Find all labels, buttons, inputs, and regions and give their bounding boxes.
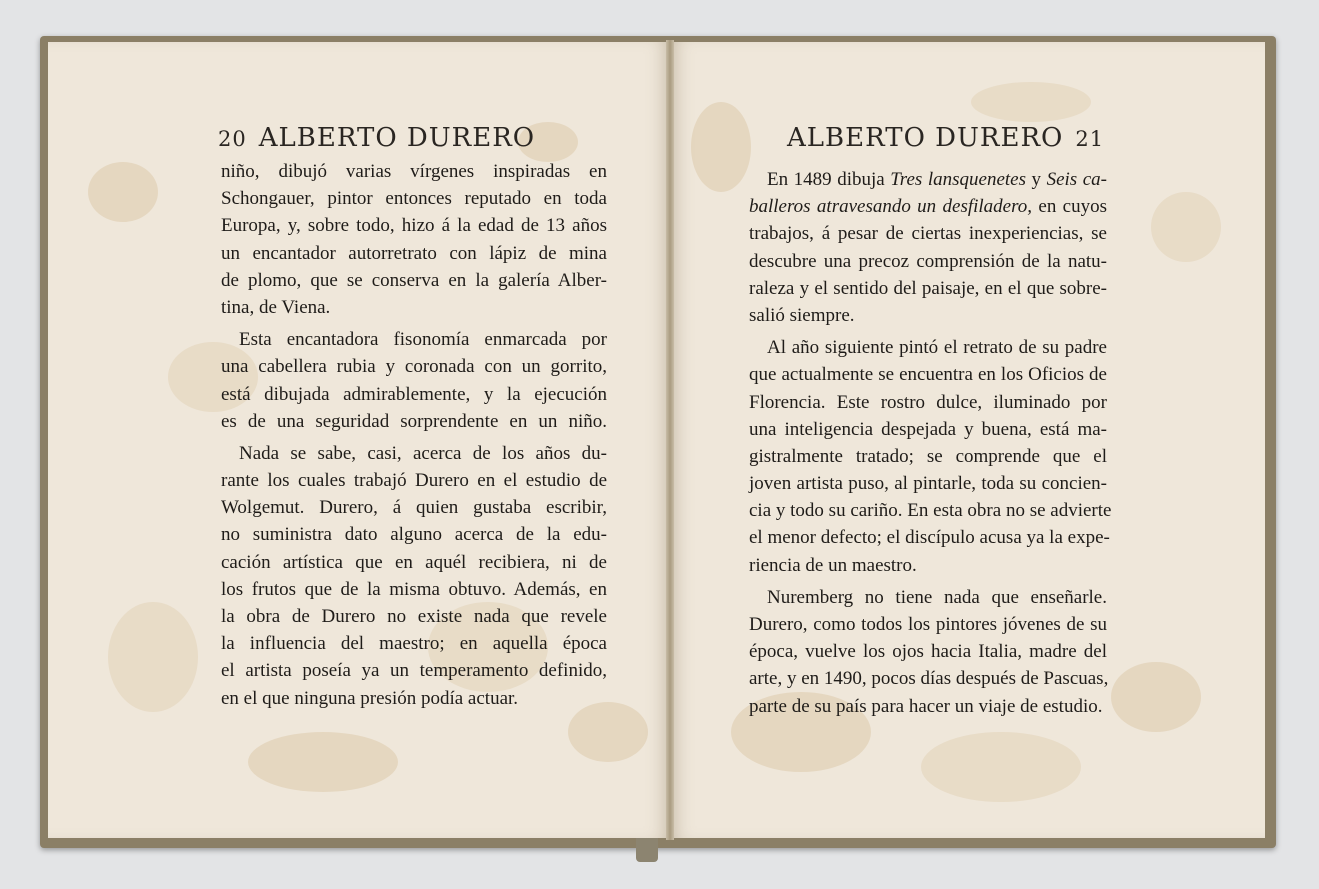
text-run: En 1489 dibuja — [767, 169, 891, 190]
italic-title: balleros atravesando un desfiladero, — [749, 196, 1033, 218]
text-line — [749, 166, 1107, 193]
text-line: una cabellera rubia y coronada con un gorrito, — [221, 356, 607, 378]
right-head-title: ALBERTO DURERO — [787, 123, 1064, 153]
bookmark-ribbon — [636, 838, 658, 862]
text-line: la influencia del maestro; en aquella época — [221, 633, 607, 655]
right-running-head — [787, 123, 1104, 153]
text-line: Nada se sabe, casi, acerca de los años du- — [239, 442, 607, 464]
text-line: una inteligencia despejada y buena, está ma- — [749, 418, 1107, 440]
left-page-text — [221, 158, 607, 712]
text-line: que actualmente se encuentra en los Oficios de — [749, 364, 1107, 386]
text-line: cación artística que en aquél recibiera, ni de — [221, 551, 607, 573]
text-line: Nuremberg no tiene nada que enseñarle. — [767, 586, 1107, 608]
text-line: Europa, y, sobre todo, hizo á la edad de 13 años — [221, 215, 607, 237]
text-line: la obra de Durero no existe nada que revele — [221, 606, 607, 627]
text-line: el menor defecto; el discípulo acusa ya la expe- — [749, 527, 1110, 549]
text-line: Durero, como todos los pintores jóvenes de su — [749, 614, 1107, 635]
book-gutter — [666, 40, 674, 840]
text-line: está dibujada admirablemente, y la ejecución — [221, 383, 607, 405]
text-line: niño, dibujó varias vírgenes inspiradas en — [221, 161, 607, 182]
text-line: es de una seguridad sorprendente en un niño. — [221, 410, 607, 432]
text-line: descubre una precoz comprensión de la natu- — [749, 250, 1107, 272]
text-line: de plomo, que se conserva en la galería Alber- — [221, 269, 607, 291]
text-line: joven artista puso, al pintarle, toda su concien- — [749, 473, 1107, 495]
text-line: parte de su país para hacer un viaje de estudio. — [749, 695, 1103, 717]
text-run: en cuyos — [1032, 196, 1107, 218]
text-line — [749, 193, 1107, 220]
text-line: gistralmente tratado; se comprende que el — [749, 445, 1107, 467]
right-page-text — [749, 166, 1112, 720]
left-page-number: 20 — [218, 127, 247, 151]
text-line: Al año siguiente pintó el retrato de su padre — [767, 337, 1107, 359]
text-line: Florencia. Este rostro dulce, iluminado por — [749, 391, 1107, 413]
text-line: un encantador autorretrato con lápiz de mina — [221, 242, 607, 264]
text-line: no suministra dato alguno acerca de la edu- — [221, 524, 607, 546]
text-line: el artista poseía ya un temperamento definido, — [221, 660, 607, 682]
text-line: salió siempre. — [749, 304, 855, 326]
text-line: tina, de Viena. — [221, 296, 331, 318]
text-line: riencia de un maestro. — [749, 554, 917, 576]
text-line: Schongauer, pintor entonces reputado en toda — [221, 188, 607, 210]
text-line: raleza y el sentido del paisaje, en el que sobre- — [749, 277, 1107, 299]
text-line: en el que ninguna presión podía actuar. — [221, 687, 519, 709]
left-head-title: ALBERTO DURERO — [258, 123, 536, 153]
text-line: cia y todo su cariño. En esta obra no se advierte — [749, 500, 1112, 522]
text-line: época, vuelve los ojos hacia Italia, madre del — [749, 641, 1107, 663]
text-line: rante los cuales trabajó Durero en el estudio de — [221, 470, 607, 492]
text-line: trabajos, á pesar de ciertas inexperiencias, se — [749, 223, 1107, 245]
right-page-number: 21 — [1075, 127, 1105, 151]
text-line: arte, y en 1490, pocos días después de Pascuas, — [749, 668, 1109, 690]
italic-title: Tres lansquenetes — [890, 169, 1026, 190]
text-line: Wolgemut. Durero, á quien gustaba escribir, — [221, 497, 607, 519]
text-line: Esta encantadora fisonomía enmarcada por — [239, 329, 607, 351]
text-run: y — [1025, 169, 1047, 190]
text-line: los frutos que de la misma obtuvo. Además, en — [221, 578, 607, 600]
left-running-head — [218, 123, 535, 153]
italic-title: Seis ca- — [1046, 169, 1107, 190]
